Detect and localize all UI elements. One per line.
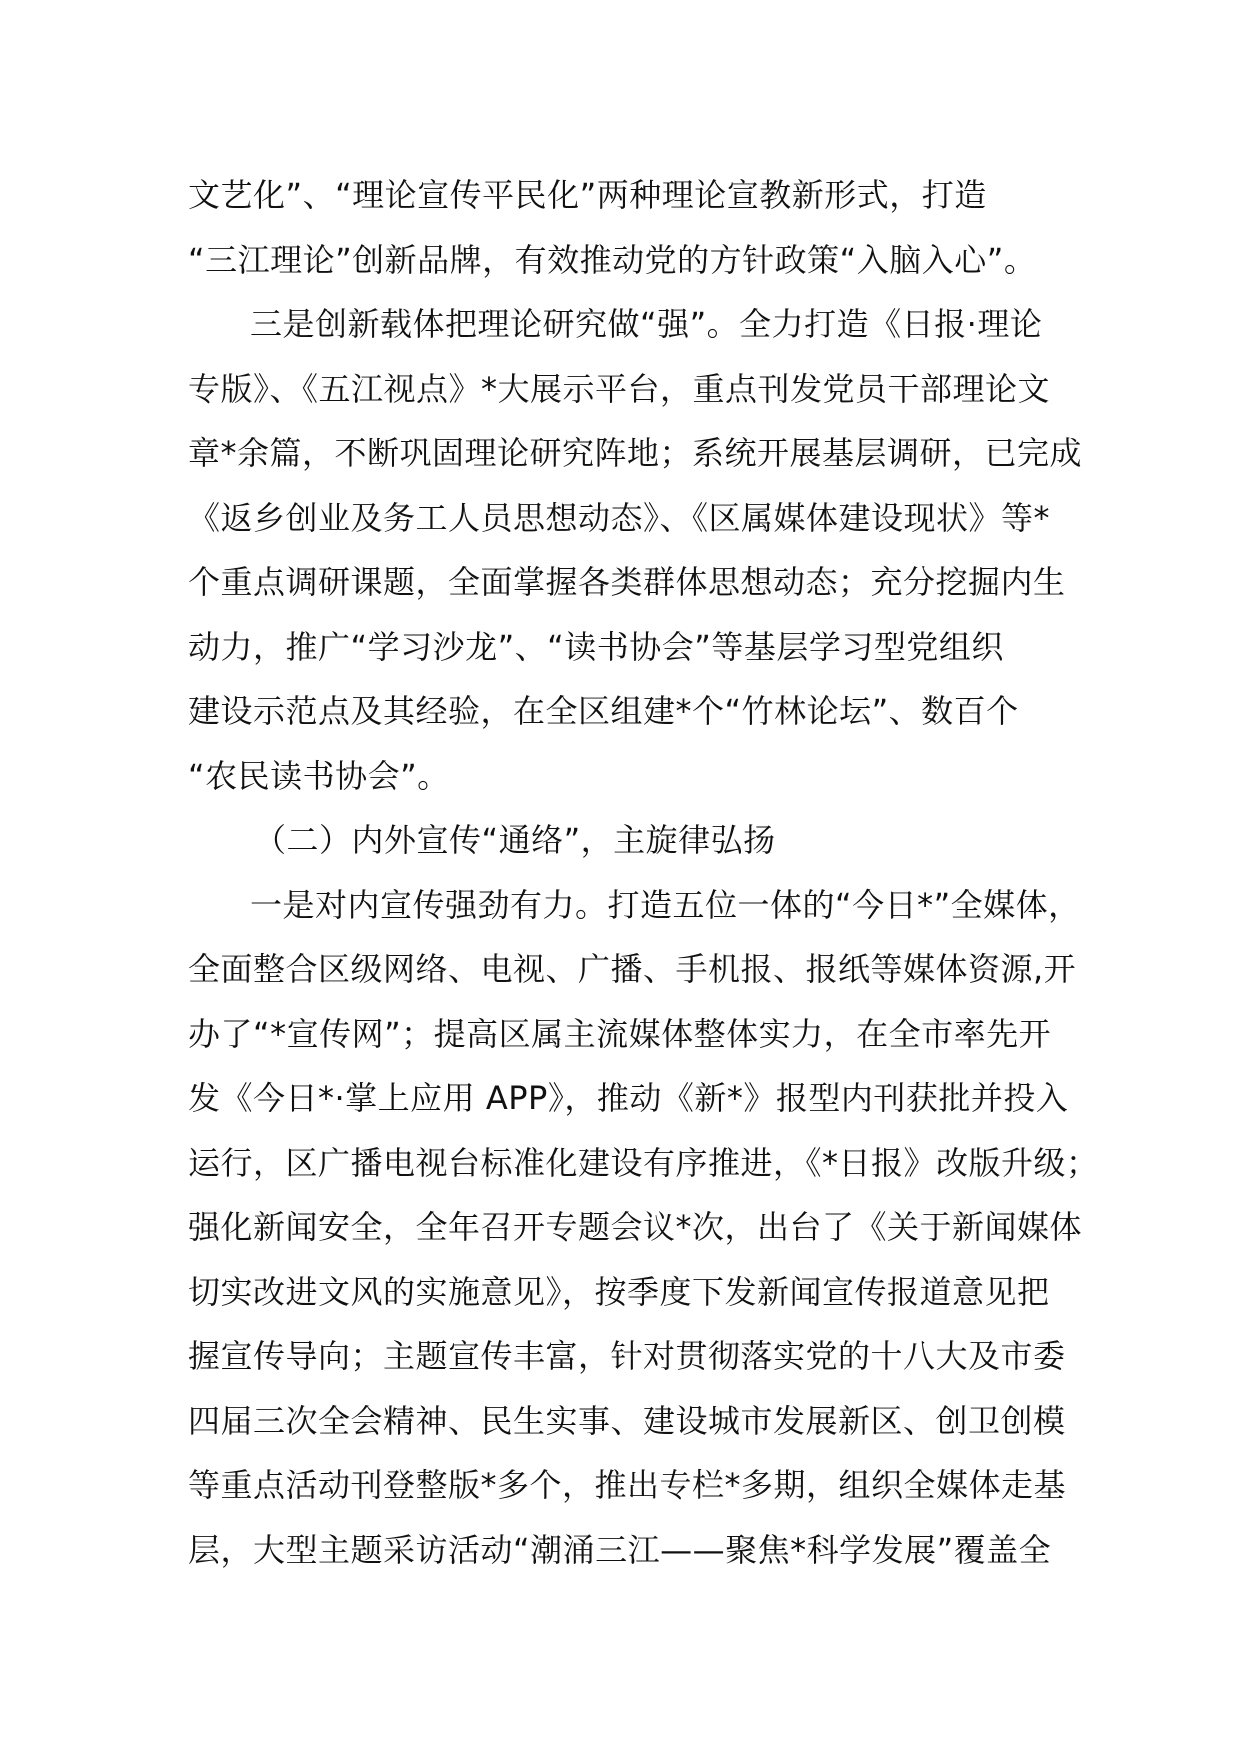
body-text — [188, 163, 1099, 1582]
text-line: “三江理论”创新品牌，有效推动党的方针政策“入脑入心”。 — [188, 240, 1037, 279]
paragraph-start-line: 一是对内宣传强劲有力。打造五位一体的“今日*”全媒体， — [250, 885, 1081, 924]
text-line: 等重点活动刊登整版*多个，推出专栏*多期，组织全媒体走基 — [188, 1466, 1067, 1504]
text-line: 握宣传导向；主题宣传丰富，针对贯彻落实党的十八大及市委 — [188, 1337, 1066, 1375]
text-line: 运行，区广播电视台标准化建设有序推进，《*日报》改版升级； — [188, 1143, 1099, 1182]
text-line: “农民读书协会”。 — [188, 756, 450, 795]
text-line: 专版》、《五江视点》*大展示平台，重点刊发党员干部理论文 — [188, 369, 1051, 408]
text-line: 个重点调研课题，全面掌握各类群体思想动态；充分挖掘内生 — [188, 563, 1066, 601]
text-line: 建设示范点及其经验，在全区组建*个“竹林论坛”、数百个 — [188, 692, 1019, 730]
text-line: 发《今日*·掌上应用 APP》，推动《新*》报型内刊获批并投入 — [188, 1079, 1069, 1117]
text-line: 章*余篇，不断巩固理论研究阵地；系统开展基层调研，已完成 — [188, 434, 1083, 472]
text-line: 《返乡创业及务工人员思想动态》、《区属媒体建设现状》等* — [188, 498, 1051, 537]
section-heading: （二）内外宣传“通络”，主旋律弘扬 — [254, 821, 776, 859]
text-line: 四届三次全会精神、民生实事、建设城市发展新区、创卫创模 — [188, 1401, 1066, 1440]
text-line: 文艺化”、“理论宣传平民化”两种理论宣教新形式，打造 — [188, 176, 987, 214]
text-line: 强化新闻安全，全年召开专题会议*次，出台了《关于新闻媒体 — [188, 1208, 1083, 1246]
text-line: 层，大型主题采访活动“潮涌三江——聚焦*科学发展”覆盖全 — [188, 1530, 1052, 1569]
text-line: 切实改进文风的实施意见》，按季度下发新闻宣传报道意见把 — [188, 1272, 1050, 1311]
text-line: 办了“*宣传网”；提高区属主流媒体整体实力，在全市率先开 — [188, 1014, 1052, 1053]
text-line: 全面整合区级网络、电视、广播、手机报、报纸等媒体资源,开 — [188, 950, 1077, 988]
paragraph-start-line: 三是创新载体把理论研究做“强”。全力打造《日报·理论 — [250, 305, 1043, 343]
text-line: 动力，推广“学习沙龙”、“读书协会”等基层学习型党组织 — [188, 627, 1004, 666]
